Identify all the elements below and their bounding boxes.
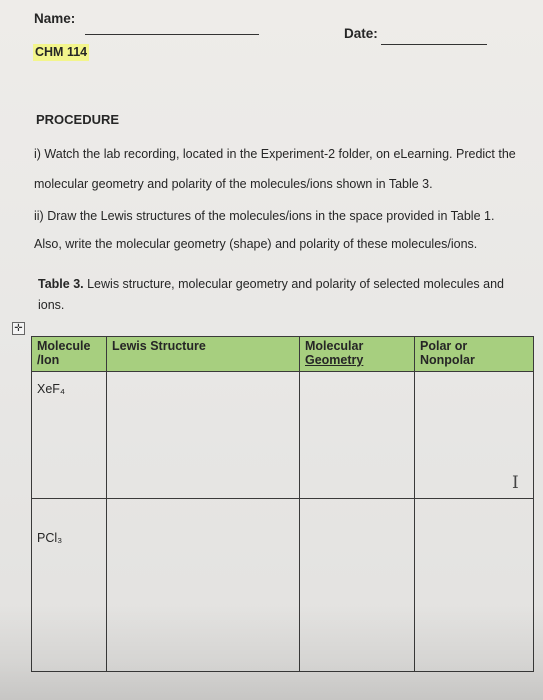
table-header-row [32,337,534,372]
header-polarity: Polar or Nonpolar [415,337,534,372]
polarity-cell[interactable] [415,499,534,672]
geometry-cell[interactable] [300,499,415,672]
text-cursor-icon: I [512,473,519,493]
step1-text-line1: i) Watch the lab recording, located in the Experiment-2 folder, on eLearning. Predict the [34,147,516,161]
table-move-handle-icon[interactable]: ✛ [12,322,25,335]
table-row [32,499,534,672]
step1-text-line2: molecular geometry and polarity of the molecules/ions shown in Table 3. [34,177,433,191]
name-label: Name: [34,11,76,26]
course-code: CHM 114 [35,45,88,59]
table-row [32,372,534,499]
name-field-line[interactable] [85,34,259,35]
step2-text-line2: Also, write the molecular geometry (shape) and polarity of these molecules/ions. [34,237,478,251]
lewis-structure-cell[interactable] [107,372,300,499]
table-caption-text: Lewis structure, molecular geometry and polarity of selected molecules and [87,277,504,291]
header-molecular-geometry: Molecular Geometry [300,337,415,372]
header-molecule: Molecule /Ion [32,337,107,372]
molecule-cell: XeF₄ [32,372,107,499]
table-caption-line1 [38,276,504,293]
table-caption-label: Table 3. [38,277,84,291]
header-lewis-structure: Lewis Structure [107,337,300,372]
step2-text-line1: ii) Draw the Lewis structures of the molecules/ions in the space provided in Table 1. [34,209,495,223]
lewis-structure-cell[interactable] [107,499,300,672]
table-caption-line2: ions. [38,298,65,312]
molecule-cell: PCl₃ [32,499,107,672]
date-label: Date: [344,26,378,41]
geometry-cell[interactable] [300,372,415,499]
lab-table [31,336,534,672]
date-field-line[interactable] [381,44,487,45]
procedure-heading: PROCEDURE [36,112,120,127]
